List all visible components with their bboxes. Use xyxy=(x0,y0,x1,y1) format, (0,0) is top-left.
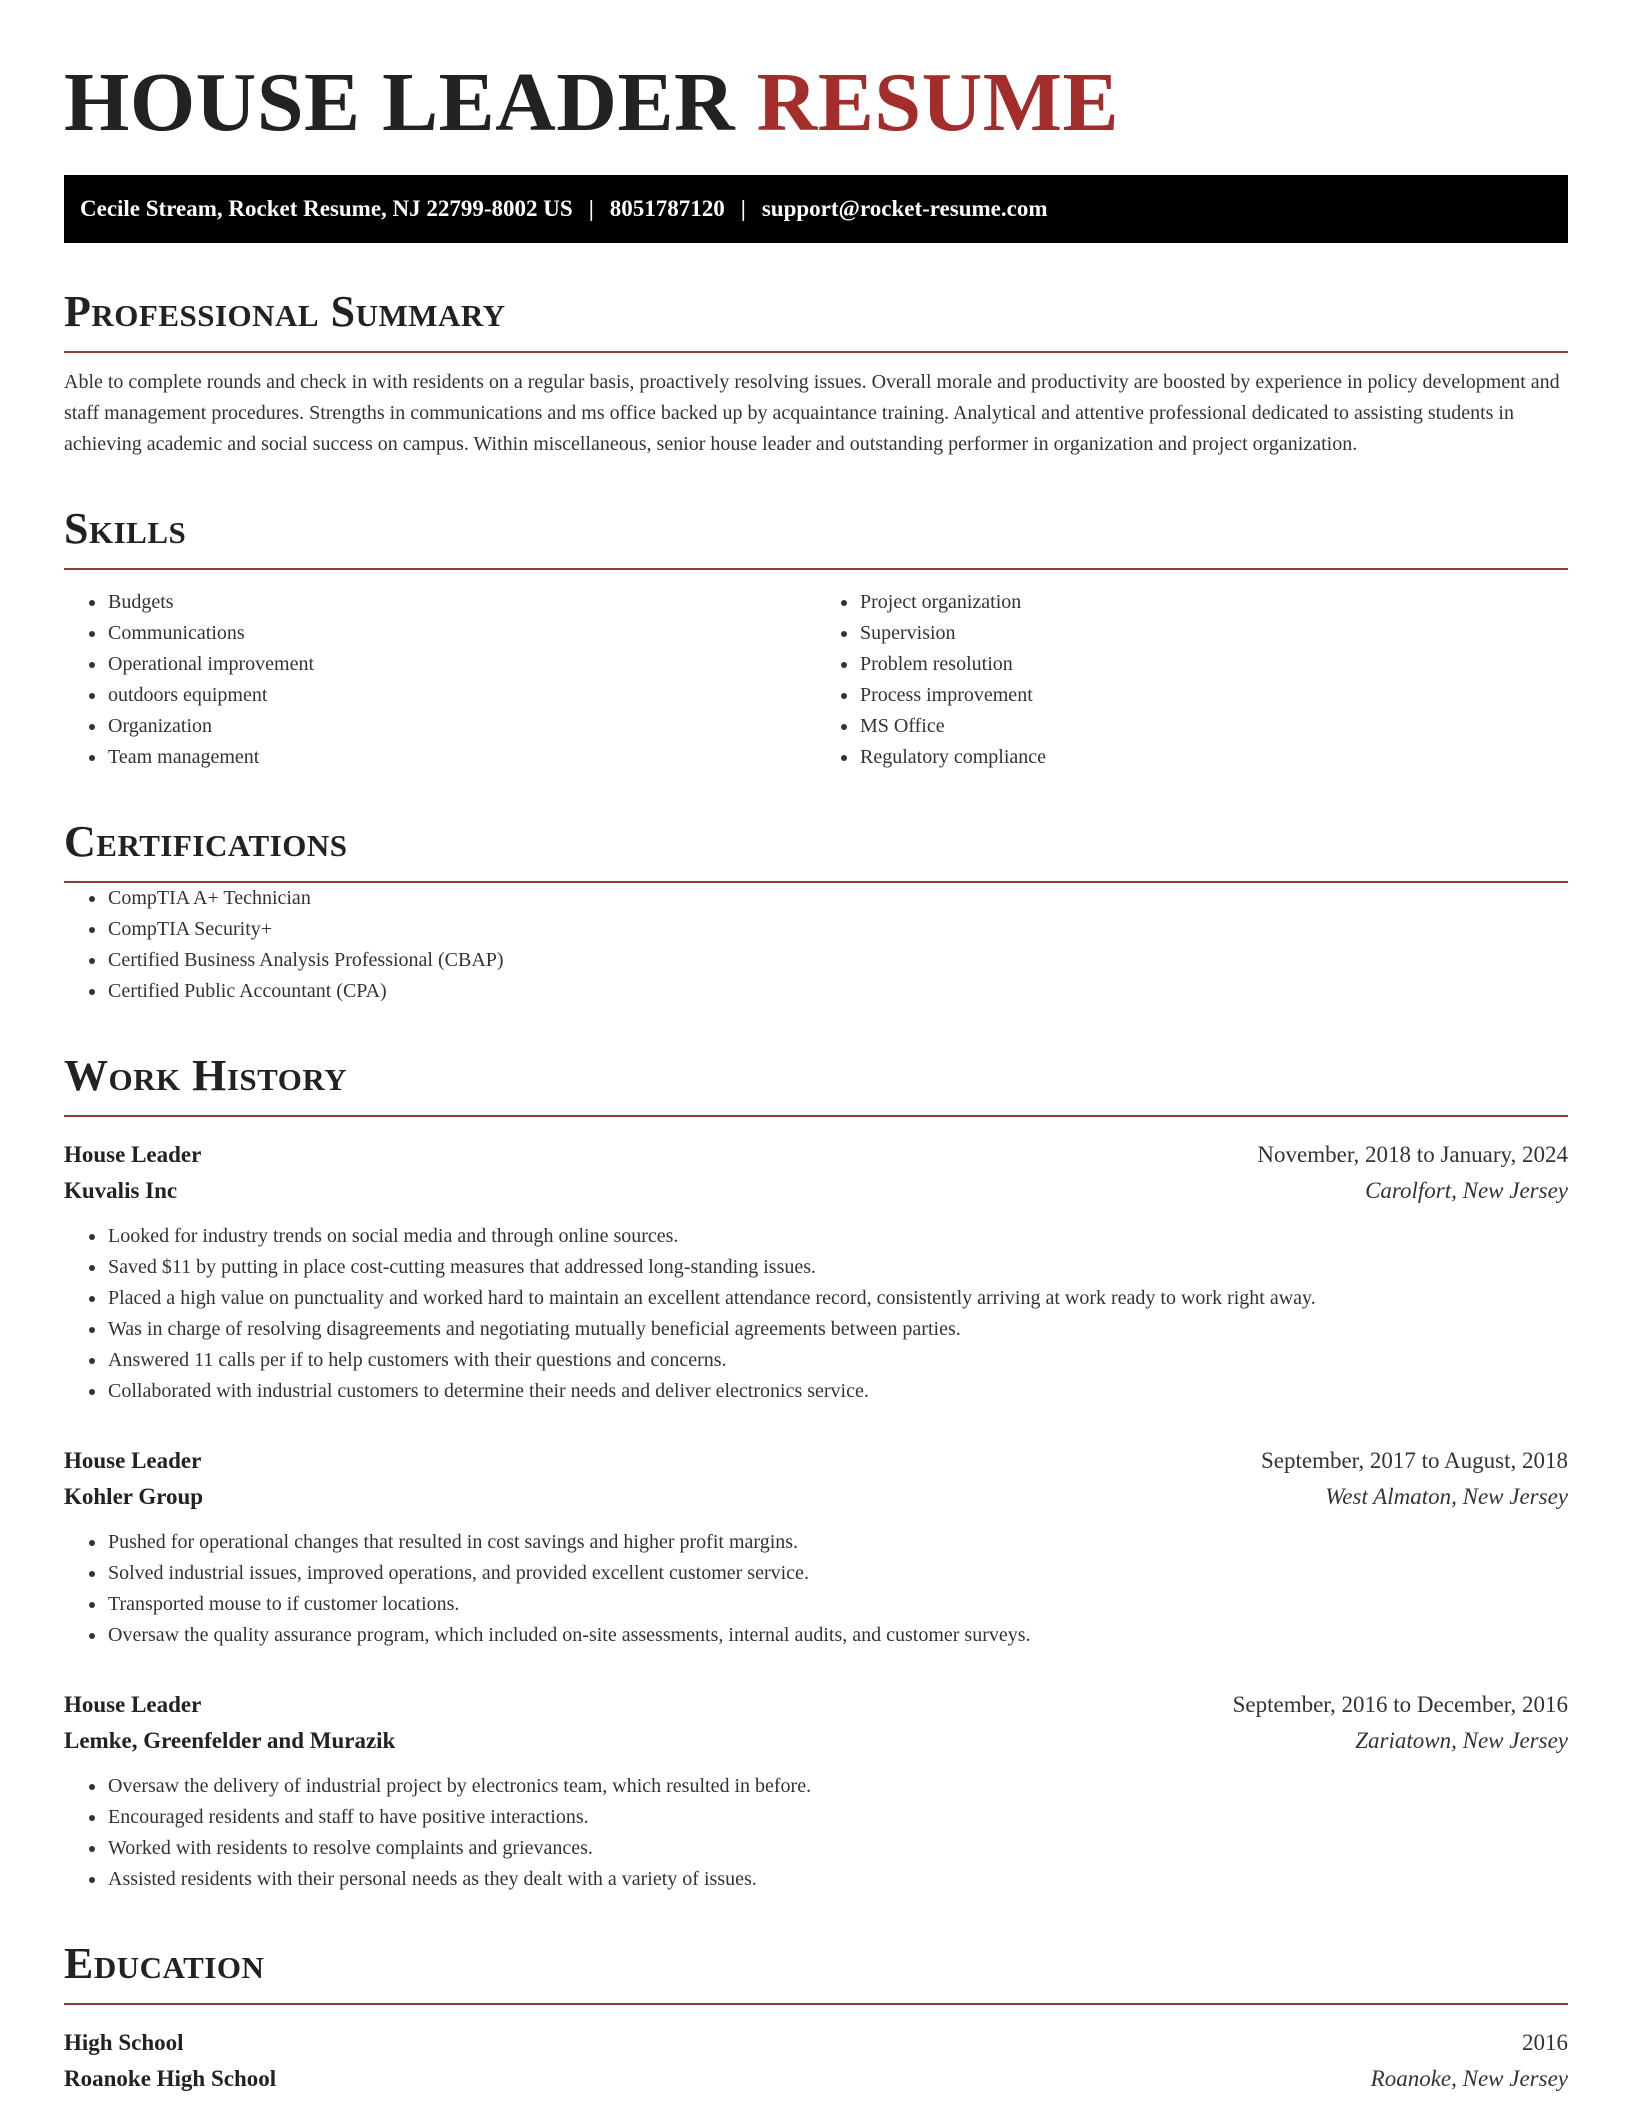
job-bullet: • Transported mouse to if customer locations. xyxy=(107,1589,1568,1620)
job-bullets xyxy=(64,1771,1568,1895)
education-heading: Education xyxy=(64,1939,1568,2005)
contact-address: Cecile Stream, Rocket Resume, NJ 22799-8002 US xyxy=(80,196,573,221)
job-company: Kuvalis Inc xyxy=(64,1178,178,1203)
job-company: Kohler Group xyxy=(64,1484,204,1509)
job-title: House Leader xyxy=(64,1142,202,1167)
contact-separator: | xyxy=(740,196,746,221)
job-company: Lemke, Greenfelder and Murazik xyxy=(64,1728,396,1753)
job-location: Carolfort, New Jersey xyxy=(1365,1178,1568,1203)
contact-bar xyxy=(64,175,1568,243)
job-bullet: • Saved $11 by putting in place cost-cutting measures that addressed long-standing issues. xyxy=(107,1252,1568,1283)
skills-column-left xyxy=(64,587,816,773)
skill-item: • outdoors equipment xyxy=(107,680,816,711)
skill-item: • Communications xyxy=(107,618,816,649)
contact-phone: 8051787120 xyxy=(609,196,725,221)
education-degree: High School xyxy=(64,2030,184,2055)
education-year: 2016 xyxy=(1522,2030,1568,2055)
job-entry xyxy=(64,1687,1568,1895)
job-dates: September, 2016 to December, 2016 xyxy=(1232,1692,1568,1717)
job-bullet: • Encouraged residents and staff to have positive interactions. xyxy=(107,1802,1568,1833)
certification-item: • Certified Business Analysis Professional (CBAP) xyxy=(107,945,1568,976)
skill-item: • Organization xyxy=(107,711,816,742)
certifications-heading: Certifications xyxy=(64,817,1568,883)
education-location: Roanoke, New Jersey xyxy=(1370,2066,1568,2091)
job-bullet: • Looked for industry trends on social media and through online sources. xyxy=(107,1221,1568,1252)
job-entry xyxy=(64,1443,1568,1651)
job-entry xyxy=(64,1137,1568,1407)
work-history-heading: Work History xyxy=(64,1051,1568,1117)
skill-item: • Regulatory compliance xyxy=(859,742,1568,773)
job-bullet: • Collaborated with industrial customers to determine their needs and deliver electronics service. xyxy=(107,1376,1568,1407)
job-bullet: • Assisted residents with their personal needs as they dealt with a variety of issues. xyxy=(107,1864,1568,1895)
contact-separator: | xyxy=(588,196,594,221)
job-bullet: • Was in charge of resolving disagreements and negotiating mutually beneficial agreements between parties. xyxy=(107,1314,1568,1345)
skill-item: • Operational improvement xyxy=(107,649,816,680)
job-bullet: • Oversaw the quality assurance program, which included on-site assessments, internal audits, and customer surveys. xyxy=(107,1620,1568,1651)
title-part-resume: RESUME xyxy=(756,56,1120,149)
skill-item: • Team management xyxy=(107,742,816,773)
certification-item: • CompTIA A+ Technician xyxy=(107,883,1568,914)
skill-item: • Process improvement xyxy=(859,680,1568,711)
skill-item: • Budgets xyxy=(107,587,816,618)
job-bullets xyxy=(64,1527,1568,1651)
job-title: House Leader xyxy=(64,1692,202,1717)
certifications-list xyxy=(64,883,1568,1007)
job-bullet: • Solved industrial issues, improved operations, and provided excellent customer service. xyxy=(107,1558,1568,1589)
job-bullet: • Worked with residents to resolve complaints and grievances. xyxy=(107,1833,1568,1864)
skill-item: • Problem resolution xyxy=(859,649,1568,680)
skills-column-right xyxy=(816,587,1568,773)
job-bullet: • Pushed for operational changes that resulted in cost savings and higher profit margins. xyxy=(107,1527,1568,1558)
job-dates: September, 2017 to August, 2018 xyxy=(1260,1448,1568,1473)
resume-title xyxy=(64,55,1568,151)
summary-heading: Professional Summary xyxy=(64,287,1568,353)
skill-item: • Project organization xyxy=(859,587,1568,618)
certification-item: • CompTIA Security+ xyxy=(107,914,1568,945)
skill-item: • Supervision xyxy=(859,618,1568,649)
job-location: West Almaton, New Jersey xyxy=(1325,1484,1568,1509)
job-dates: November, 2018 to January, 2024 xyxy=(1257,1142,1568,1167)
job-bullet: • Placed a high value on punctuality and worked hard to maintain an excellent attendance record, consistently arriving at work ready to work right away. xyxy=(107,1283,1568,1314)
summary-text: Able to complete rounds and check in with residents on a regular basis, proactively resolving issues. Overall morale and productivity are boosted by experience in policy development and staff management procedures. Strengths in communications and ms office backed up by acquaintance training. Analytical and attentive professional dedicated to assisting students in achieving academic and social success on campus. Within miscellaneous, senior house leader and outstanding performer in organization and project organization. xyxy=(64,371,1560,455)
job-location: Zariatown, New Jersey xyxy=(1355,1728,1568,1753)
contact-email: support@rocket-resume.com xyxy=(761,196,1048,221)
job-bullet: • Oversaw the delivery of industrial project by electronics team, which resulted in before. xyxy=(107,1771,1568,1802)
job-bullet: • Answered 11 calls per if to help customers with their questions and concerns. xyxy=(107,1345,1568,1376)
job-bullets xyxy=(64,1221,1568,1407)
education-school: Roanoke High School xyxy=(64,2066,277,2091)
skills-list xyxy=(64,587,1568,773)
certification-item: • Certified Public Accountant (CPA) xyxy=(107,976,1568,1007)
skill-item: • MS Office xyxy=(859,711,1568,742)
job-title: House Leader xyxy=(64,1448,202,1473)
education-entry xyxy=(64,2025,1568,2097)
title-part-name: HOUSE LEADER xyxy=(64,56,736,149)
skills-heading: Skills xyxy=(64,504,1568,570)
